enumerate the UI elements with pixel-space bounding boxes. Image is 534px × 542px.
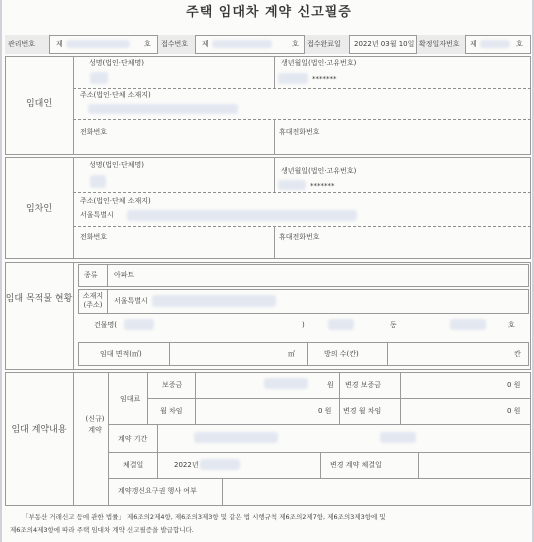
- redacted-period-start: [194, 432, 278, 443]
- property-ho: 호: [508, 321, 515, 329]
- redacted-landlord-birth: [278, 73, 308, 84]
- document-page: [2, 0, 532, 542]
- property-type-row: [78, 264, 529, 287]
- change-sign-label: 변경 계약 체결일: [330, 461, 382, 469]
- tenant-phone-label: 전화번호: [80, 233, 108, 241]
- deposit-label: 보증금: [162, 381, 183, 389]
- tenant-address-value: 서울특별시: [80, 211, 114, 219]
- landlord-name-label: 성명(법인·단체명): [89, 59, 145, 67]
- receipt-date: 2022년 03월 10일: [354, 40, 415, 48]
- property-location-value: 서울특별시: [114, 297, 148, 305]
- redacted-tenant-birth: [278, 180, 306, 190]
- monthly-value: 0 원: [318, 407, 332, 415]
- receipt-no-ho: 호: [292, 40, 299, 48]
- landlord-mobile-label: 휴대전화번호: [279, 128, 320, 136]
- fixed-date-prefix: 제: [470, 40, 477, 48]
- receipt-no-prefix: 제: [202, 40, 209, 48]
- period-label: 계약 기간: [118, 435, 148, 443]
- redacted-ho: [450, 319, 486, 330]
- document-title: 주택 임대차 계약 신고필증: [186, 5, 352, 20]
- mgmt-no-ho: 호: [144, 40, 151, 48]
- property-area-unit: ㎡: [288, 350, 295, 358]
- changed-monthly-label: 변경 월 차임: [343, 407, 382, 415]
- changed-deposit-label: 변경 보증금: [345, 381, 382, 389]
- footer-line-1: 「부동산 거래신고 등에 관한 법률」 제6조의2제4항, 제6조의3제3항 및 같은 법 시행규칙 제6조의2제7항, 제6조의3제3항에 및: [22, 513, 386, 521]
- footer-line-2: 제6조의4제3항에 따라 주택 임대차 계약 신고필증을 발급합니다.: [10, 526, 194, 534]
- property-rooms-label: 방의 수(칸): [324, 350, 359, 358]
- landlord-address-label: 주소(법인·단체 소재지): [80, 91, 151, 99]
- fixed-date-label: 확정일자번호: [419, 40, 460, 48]
- redacted-landlord-address: [88, 104, 238, 114]
- property-area-label: 임대 면적(㎡): [100, 350, 142, 358]
- redacted-tenant-address: [127, 210, 357, 221]
- renewal-label: 계약갱신요구권 행사 여부: [118, 487, 197, 495]
- rent-label: 임대료: [120, 395, 141, 403]
- tenant-address-label: 주소(법인·단체 소재지): [80, 197, 151, 205]
- redacted-deposit: [264, 378, 308, 389]
- landlord-birth-mask: *******: [312, 75, 337, 83]
- property-type-label: 종류: [84, 271, 98, 279]
- redacted-fixed-no: [480, 40, 510, 48]
- deposit-unit: 원: [327, 381, 334, 389]
- redacted-mgmt-no: [66, 40, 130, 48]
- property-area-row: [78, 342, 529, 366]
- tenant-label: 임차인: [25, 204, 53, 214]
- landlord-birth-label: 생년월일(법인·고유번호): [281, 59, 357, 67]
- changed-monthly-value: 0 원: [507, 407, 521, 415]
- mgmt-no-label: 관리번호: [8, 40, 36, 48]
- property-building-label: 건물명(: [94, 321, 118, 329]
- landlord-phone-label: 전화번호: [80, 128, 108, 136]
- redacted-property-location: [152, 295, 276, 307]
- landlord-section: [5, 56, 531, 155]
- tenant-mobile-label: 휴대전화번호: [279, 233, 320, 241]
- tenant-section: [5, 157, 531, 259]
- contract-label: 임대 계약내용: [11, 425, 67, 435]
- sign-date-label: 체결일: [123, 461, 144, 469]
- property-rooms-unit: 칸: [514, 350, 521, 358]
- property-type-value: 아파트: [114, 271, 135, 279]
- redacted-landlord-name: [90, 72, 108, 84]
- mgmt-no-prefix: 제: [56, 40, 63, 48]
- property-location-label: 소재지 (주소): [82, 292, 104, 310]
- property-dong: 동: [390, 321, 397, 329]
- changed-deposit-value: 0 원: [507, 381, 521, 389]
- receipt-no-label: 접수번호: [161, 40, 189, 48]
- redacted-tenant-name: [90, 175, 106, 188]
- redacted-sign-date: [200, 459, 240, 470]
- monthly-label: 월 차임: [160, 407, 183, 415]
- redacted-period-end: [380, 432, 416, 443]
- tenant-name-label: 성명(법인·단체명): [89, 161, 145, 169]
- contract-new-label: (신규) 계약: [85, 415, 105, 435]
- redacted-building: [124, 319, 154, 330]
- redacted-receipt-no: [212, 40, 272, 48]
- receipt-date-label: 접수완료일: [307, 40, 341, 48]
- property-label: 임대 목적물 현황: [5, 294, 73, 304]
- landlord-label: 임대인: [25, 99, 53, 109]
- tenant-birth-mask: *******: [310, 182, 335, 190]
- fixed-date-ho: 호: [516, 40, 523, 48]
- redacted-dong: [328, 319, 354, 330]
- property-building-close: ): [302, 321, 305, 329]
- tenant-birth-label: 생년월일(법인·고유번호): [281, 167, 357, 175]
- sign-date-value: 2022년: [174, 461, 199, 469]
